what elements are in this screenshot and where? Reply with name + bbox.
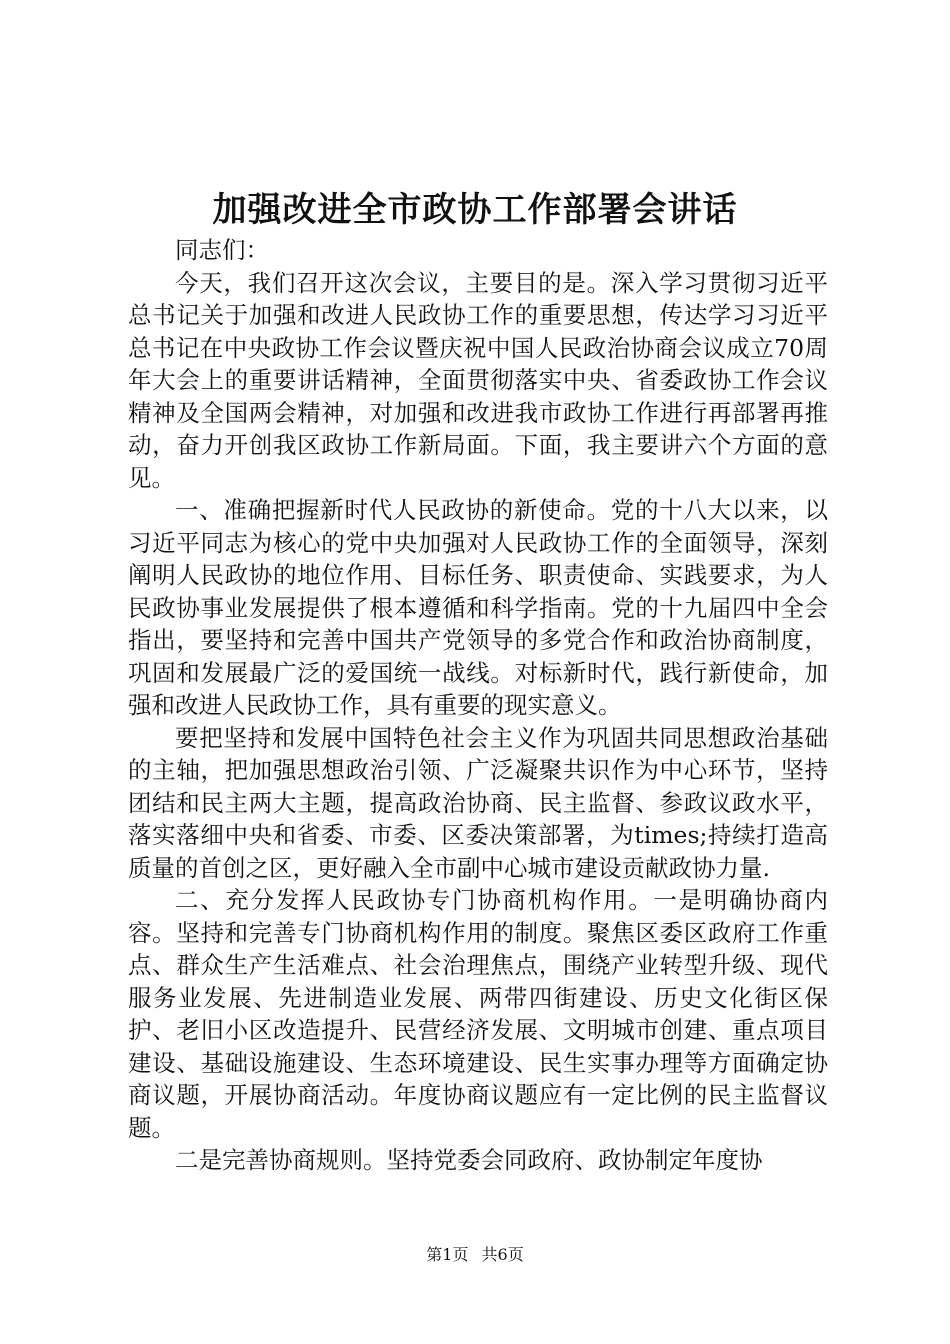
document-body <box>128 234 828 1177</box>
paragraph-4: 二、充分发挥人民政协专门协商机构作用。一是明确协商内容。坚持和完善专门协商机构作用的制度。聚焦区委区政府工作重点、群众生产生活难点、社会治理焦点，围绕产业转型升级、现代服务业发展、先进制造业发展、两带四街建设、历史文化街区保护、老旧小区改造提升、民营经济发展、文明城市创建、重点项目建设、基础设施建设、生态环境建设、民生实事办理等方面确定协商议题，开展协商活动。年度协商议题应有一定比例的民主监督议题。 <box>128 886 828 1142</box>
greeting: 同志们： <box>175 236 269 264</box>
paragraph-5: 二是完善协商规则。坚持党委会同政府、政协制定年度协 <box>175 1146 763 1174</box>
page-number: 第1页 <box>426 1245 469 1264</box>
document-title: 加强改进全市政协工作部署会讲话 <box>212 190 738 230</box>
page-total: 共6页 <box>481 1245 524 1264</box>
paragraph-2: 一、准确把握新时代人民政协的新使命。党的十八大以来，以习近平同志为核心的党中央加强对人民政协工作的全面领导，深刻阐明人民政协的地位作用、目标任务、职责使命、实践要求，为人民政协事业发展提供了根本遵循和科学指南。党的十九届四中全会指出，要坚持和完善中国共产党领导的多党合作和政治协商制度，巩固和发展最广泛的爱国统一战线。对标新时代，践行新使命，加强和改进人民政协工作，具有重要的现实意义。 <box>128 496 828 719</box>
paragraph-3: 要把坚持和发展中国特色社会主义作为巩固共同思想政治基础的主轴，把加强思想政治引领、广泛凝聚共识作为中心环节，坚持团结和民主两大主题，提高政治协商、民主监督、参政议政水平，落实落细中央和省委、市委、区委决策部署，为times;持续打造高质量的首创之区，更好融入全市副中心城市建设贡献政协力量. <box>128 723 828 882</box>
paragraph-1: 今天，我们召开这次会议，主要目的是。深入学习贯彻习近平总书记关于加强和改进人民政协工作的重要思想，传达学习习近平总书记在中央政协工作会议暨庆祝中国人民政治协商会议成立70周年大会上的重要讲话精神，全面贯彻落实中央、省委政协工作会议精神及全国两会精神，对加强和改进我市政协工作进行再部署再推动，奋力开创我区政协工作新局面。下面，我主要讲六个方面的意见。 <box>128 268 828 492</box>
page-footer <box>0 1244 950 1266</box>
